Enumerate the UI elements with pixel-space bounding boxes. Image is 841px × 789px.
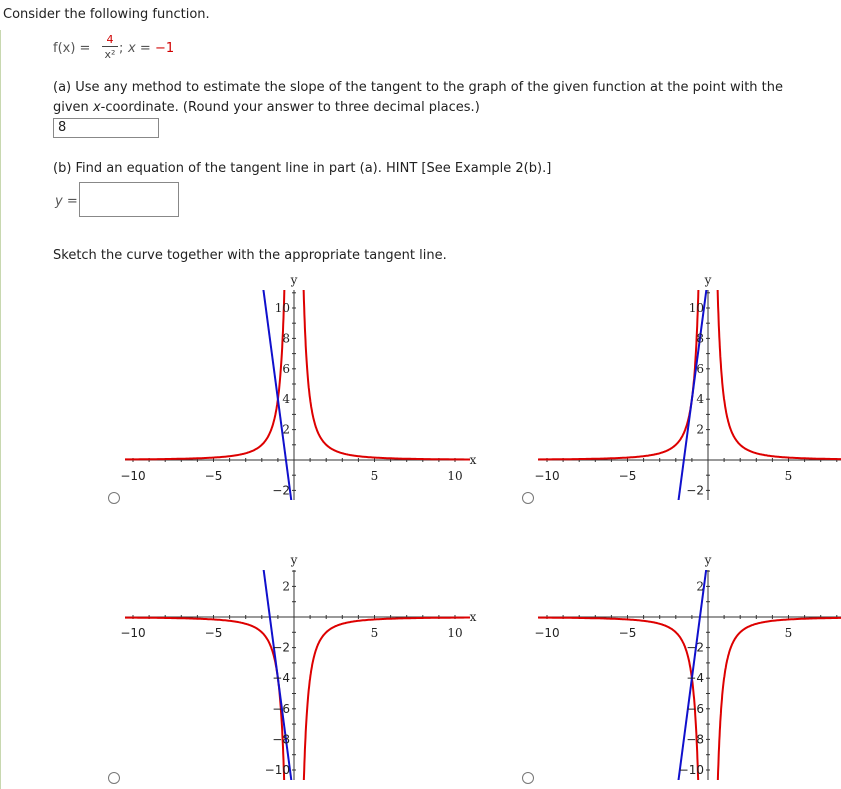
curve-branch	[538, 0, 707, 460]
function-lhs: f(x) =	[53, 41, 91, 56]
x-tick-label: −5	[204, 626, 223, 640]
y-tick-label: −2	[272, 483, 290, 498]
graph-bottom-left	[120, 311, 476, 789]
y-tick-label: −2	[686, 640, 704, 655]
x-tick-label: −5	[204, 469, 223, 483]
function-numerator: 4	[106, 33, 114, 46]
x-equals-label: x =	[128, 41, 151, 56]
y-tick-label: 4	[282, 392, 290, 407]
y-tick-label: −4	[686, 671, 704, 686]
graph-top-left	[120, 0, 476, 764]
y-tick-label: −6	[272, 701, 290, 716]
x-tick-label: 5	[784, 469, 793, 483]
x-tick-label: 10	[447, 626, 463, 640]
curve-branch	[125, 0, 293, 459]
y-axis-label: y	[290, 273, 298, 287]
intro-text: Consider the following function.	[3, 7, 210, 22]
y-tick-label: −10	[264, 763, 290, 777]
function-separator: ;	[119, 41, 124, 56]
y-tick-label: 6	[282, 361, 290, 376]
y-tick-label: 2	[282, 422, 290, 437]
y-tick-label: −8	[272, 732, 290, 747]
y-axis-label: y	[704, 273, 712, 287]
y-tick-label: −2	[272, 640, 290, 655]
y-tick-label: 8	[282, 331, 290, 346]
part-a-line2-pre: given	[53, 100, 93, 115]
graph-option-bottom-right-radio[interactable]	[522, 772, 534, 784]
x-tick-label: −5	[618, 626, 637, 640]
x-tick-label: 5	[784, 626, 793, 640]
y-tick-label: −4	[272, 671, 290, 686]
y-tick-label: 6	[696, 361, 704, 376]
graph-option-top-right-radio[interactable]	[522, 492, 534, 504]
y-tick-label: 2	[696, 422, 704, 437]
part-a-line2-post: -coordinate. (Round your answer to three decimal places.)	[100, 100, 480, 115]
part-a-line1: (a) Use any method to estimate the slope of the tangent to the graph of the given function at the point with the	[53, 80, 784, 95]
y-tick-label: −8	[686, 732, 704, 747]
y-tick-label: −2	[686, 483, 704, 498]
y-tick-label: 8	[696, 331, 704, 346]
y-tick-label: 10	[688, 301, 704, 315]
x-tick-label: −5	[618, 469, 637, 483]
tangent-answer-label: y =	[55, 194, 78, 209]
x-tick-label: −10	[534, 469, 560, 483]
y-tick-label: −10	[678, 763, 704, 777]
x-value: −1	[155, 41, 175, 56]
x-axis-label: x	[469, 453, 477, 467]
graph-option-top-left-radio[interactable]	[108, 492, 120, 504]
x-tick-label: −10	[120, 626, 146, 640]
graph-bottom-right	[534, 311, 841, 789]
y-tick-label: 2	[282, 579, 290, 594]
part-a-line2-var: x	[92, 100, 101, 115]
curve-branch	[709, 618, 841, 789]
x-tick-label: 10	[447, 469, 463, 483]
part-b-text: (b) Find an equation of the tangent line in part (a). HINT [See Example 2(b).]	[53, 161, 552, 176]
y-tick-label: 10	[274, 301, 290, 315]
tangent-line	[644, 311, 741, 789]
sketch-prompt: Sketch the curve together with the appropriate tangent line.	[53, 248, 447, 263]
x-tick-label: 5	[370, 469, 379, 483]
curve-branch	[295, 618, 470, 789]
curve-branch	[295, 0, 470, 460]
y-tick-label: 4	[696, 392, 704, 407]
x-tick-label: −10	[534, 626, 560, 640]
y-tick-label: −6	[686, 701, 704, 716]
tangent-line	[230, 311, 327, 789]
curve-branch	[709, 0, 841, 459]
x-axis-label: x	[469, 610, 477, 624]
function-denominator: x²	[104, 48, 116, 61]
graph-option-bottom-left-radio[interactable]	[108, 772, 120, 784]
y-tick-label: 2	[696, 579, 704, 594]
slope-answer-field[interactable]: 8	[53, 118, 159, 138]
x-tick-label: −10	[120, 469, 146, 483]
y-axis-label: y	[704, 553, 712, 567]
y-axis-label: y	[290, 553, 298, 567]
x-tick-label: 5	[370, 626, 379, 640]
